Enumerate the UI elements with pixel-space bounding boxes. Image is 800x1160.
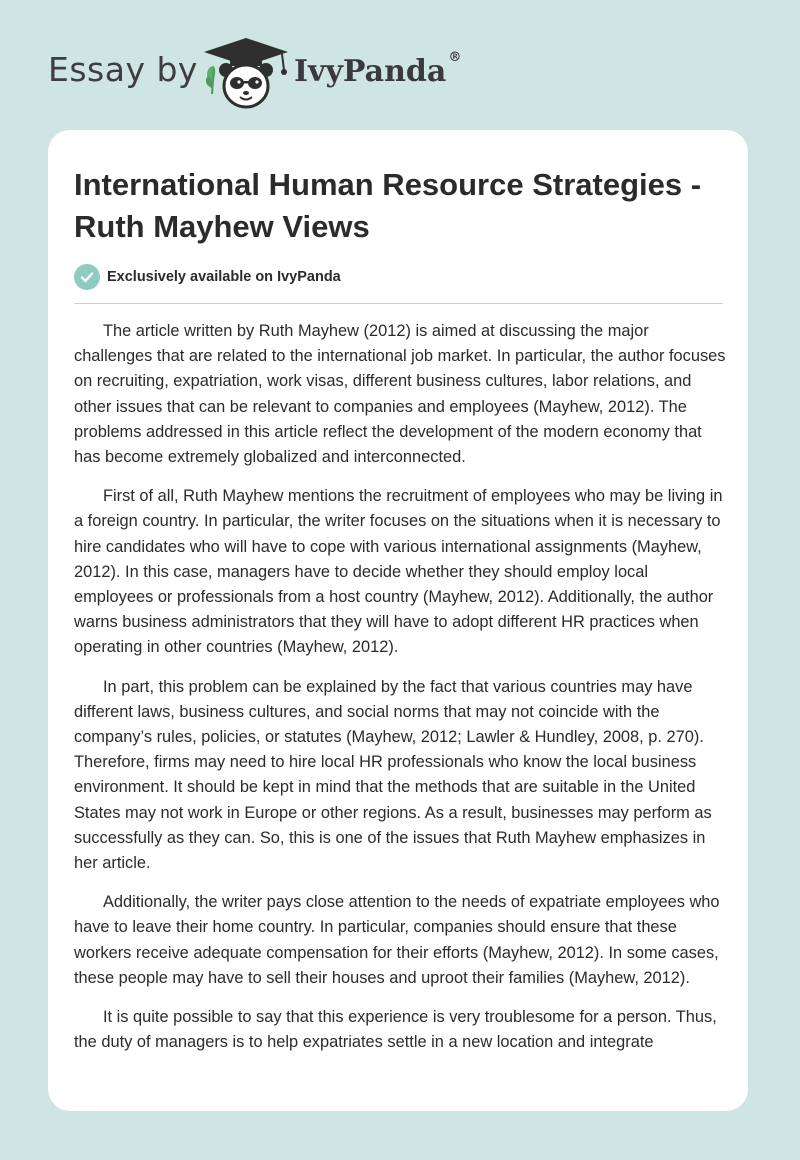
essay-card — [48, 130, 748, 1111]
page-title: International Human Resource Strategies - Ruth Mayhew Views — [74, 167, 702, 244]
site-header — [0, 0, 800, 130]
brand-name-text: IvyPanda — [294, 54, 447, 89]
check-circle-icon — [74, 264, 100, 290]
paragraph: Additionally, the writer pays close attention to the needs of expatriate employees who have to leave their home country. In particular, companies should ensure that these workers receive adequate compensation for their efforts (Mayhew, 2012). In some cases, these people may have to sell their houses and uproot their families (Mayhew, 2012). — [74, 893, 720, 987]
trademark-symbol: ® — [448, 50, 462, 65]
brand-prefix: Essay by — [48, 50, 198, 89]
paragraph: In part, this problem can be explained by the fact that various countries may have different laws, business cultures, and social norms that may not coincide with the company’s rules, policies, or statutes (Mayhew, 2012; Lawler & Hundley, 2008, p. 270). Therefore, firms may need to hire local HR professionals who know the local business environment. It should be kept in mind that the methods that are suitable in the United States may not work in Europe or other regions. As a result, businesses may perform as successfully as they can. So, this is one of the issues that Ruth Mayhew emphasizes in her article. — [74, 677, 712, 873]
divider — [74, 303, 723, 304]
brand-name[interactable] — [294, 50, 462, 89]
panda-graduation-cap-icon[interactable] — [200, 36, 292, 112]
paragraph: First of all, Ruth Mayhew mentions the recruitment of employees who may be living in a foreign country. In particular, the writer focuses on the situations when it is necessary to hire candidates who will have to cope with various international assignments (Mayhew, 2012). In this case, managers have to decide whether they should employ local employees or professionals from a host country (Mayhew, 2012). Additionally, the author warns business administrators that they will have to adopt different HR practices when operating in other countries (Mayhew, 2012). — [74, 487, 723, 657]
paragraph: It is quite possible to say that this experience is very troublesome for a person. Thus, the duty of managers is to help expatriates settle in a new location and integrate — [74, 1008, 717, 1052]
essay-body — [74, 319, 728, 1069]
exclusive-badge — [74, 264, 341, 290]
badge-text: Exclusively available on IvyPanda — [107, 269, 341, 285]
paragraph: The article written by Ruth Mayhew (2012) is aimed at discussing the major challenges that are related to the international job market. In particular, the author focuses on recruiting, expatriation, work visas, different business cultures, labor relations, and other issues that can be relevant to companies and employees (Mayhew, 2012). The problems addressed in this article reflect the development of the modern economy that has become extremely globalized and interconnected. — [74, 322, 726, 467]
